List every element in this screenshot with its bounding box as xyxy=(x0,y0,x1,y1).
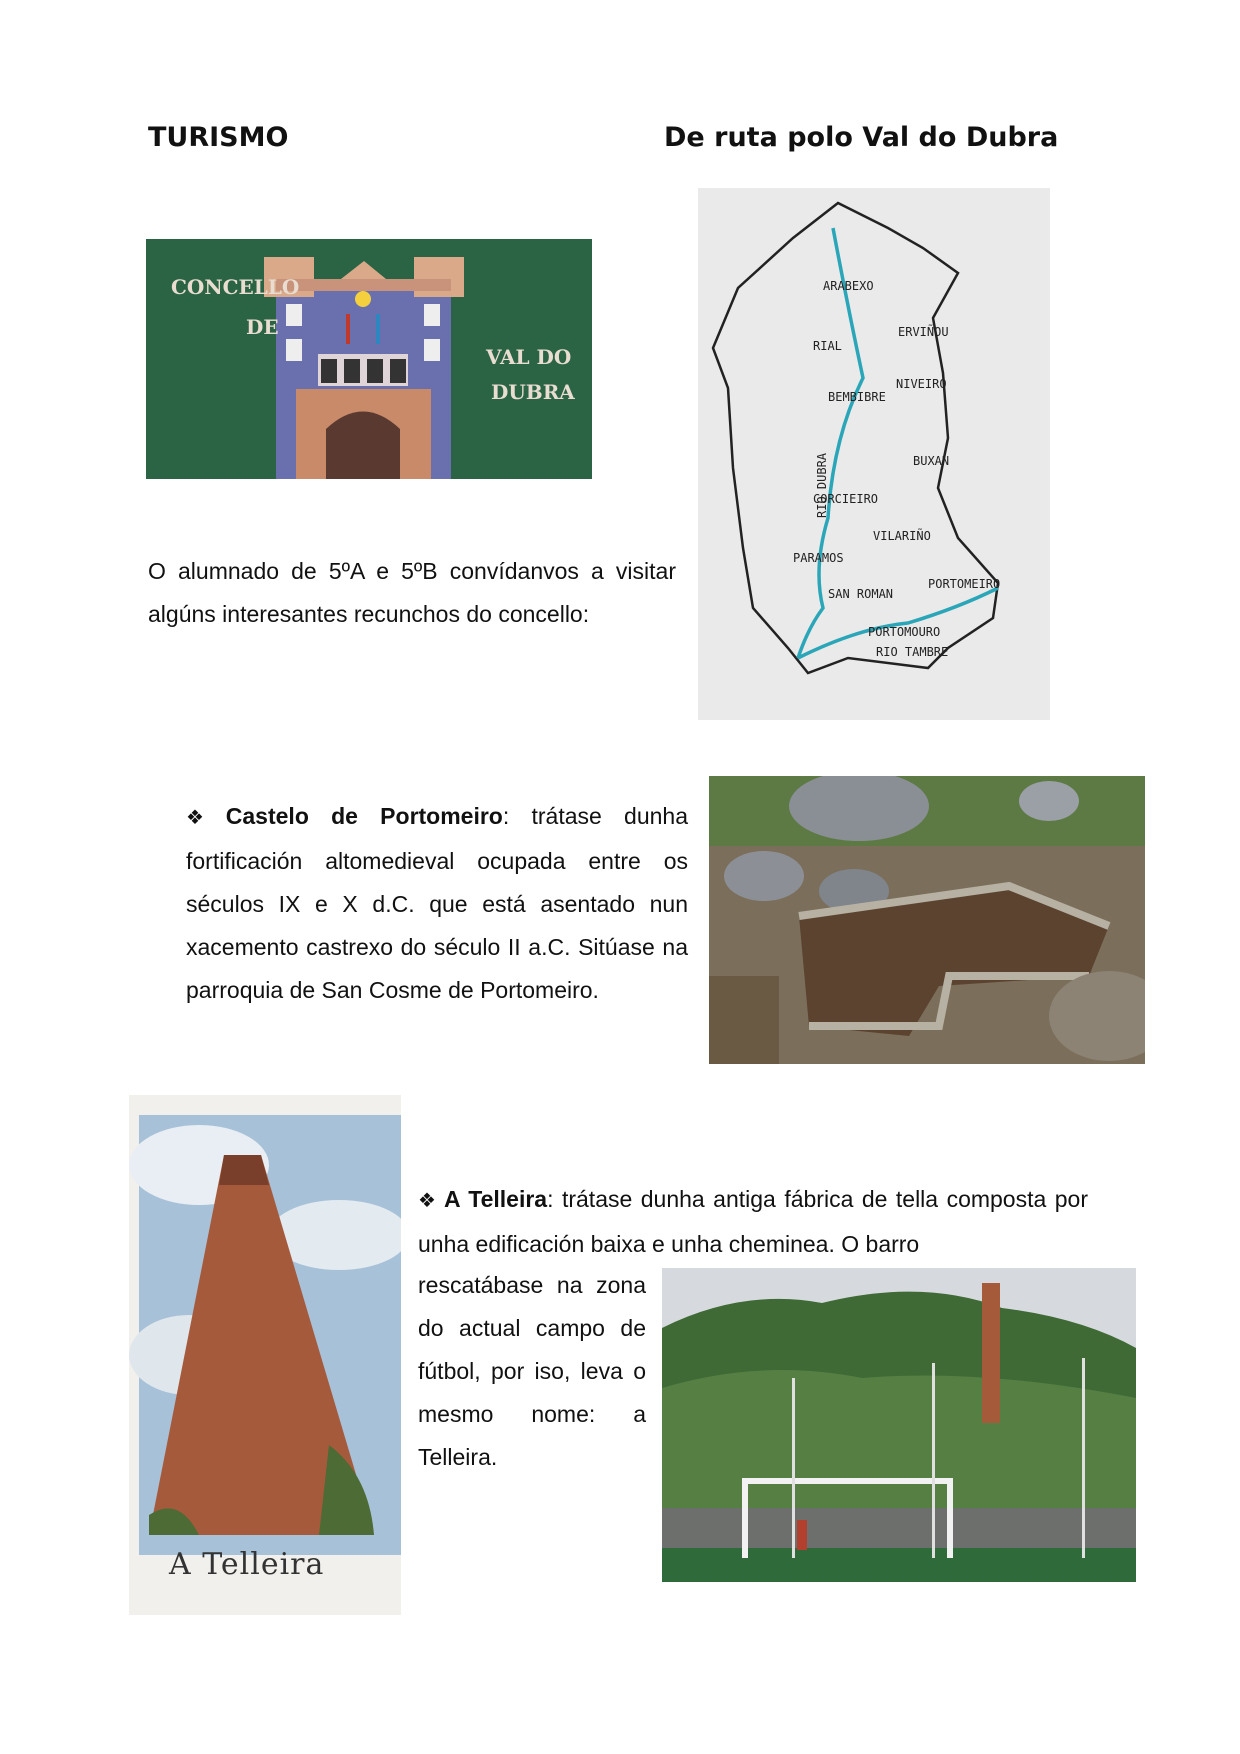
map-label-corcieiro: CORCIEIRO xyxy=(813,492,879,506)
section-telleira-bottom: rescatábase na zona do actual campo de fútbol, por iso, leva o mesmo nome: a Telleira. xyxy=(418,1272,646,1470)
map-label-bembibre: BEMBIBRE xyxy=(828,390,886,404)
map-label-rio-tambre: RIO TAMBRE xyxy=(876,645,949,659)
sign-text-1: CONCELLO xyxy=(171,275,300,299)
chimney-caption: A Telleira xyxy=(169,1547,325,1582)
football-field-photo xyxy=(662,1268,1136,1582)
sign-text-2: DE xyxy=(246,315,279,339)
page-title-left: TURISMO xyxy=(148,122,289,153)
bullet-icon: ❖ xyxy=(186,807,220,829)
sign-text-4: DUBRA xyxy=(491,380,575,404)
map-label-rio-dubra: RIO DUBRA xyxy=(815,452,829,518)
map-label-san-roman: SAN ROMAN xyxy=(828,587,894,601)
chimney-photo xyxy=(129,1095,401,1615)
section-castelo-title: Castelo de Portomeiro xyxy=(225,803,503,829)
section-telleira-text-top: : trátase dunha antiga fábrica de tella composta por unha edificación baixa e unha cheminea. O barro xyxy=(418,1186,1088,1257)
section-castelo-text: : trátase dunha fortificación altomedieval ocupada entre os séculos IX e X d.C. que está asentado nun xacemento castrexo do século II a.C. Sitúase na parroquia de San Cosme de Portomeiro. xyxy=(186,803,688,1003)
map-label-ervinou: ERVIÑOU xyxy=(898,325,949,339)
section-castelo xyxy=(186,795,688,1012)
map-label-arabexo: ARABEXO xyxy=(823,279,874,293)
map-label-portomouro: PORTOMOURO xyxy=(868,625,941,639)
map-label-paramos: PARAMOS xyxy=(793,551,844,565)
page-title-right: De ruta polo Val do Dubra xyxy=(664,122,1059,153)
section-telleira-top xyxy=(418,1178,1088,1266)
map-label-rial: RIAL xyxy=(813,339,842,353)
map-label-portomeiro: PORTOMEIRO xyxy=(928,577,1001,591)
map-label-niveiro: NIVEIRO xyxy=(896,377,947,391)
bullet-icon: ❖ xyxy=(418,1190,439,1212)
sign-text-3: VAL DO xyxy=(486,345,572,369)
map-label-buxan: BUXAN xyxy=(913,454,950,468)
castelo-photo xyxy=(709,776,1145,1064)
town-hall-photo xyxy=(146,239,592,479)
intro-paragraph: O alumnado de 5ºA e 5ºB convídanvos a visitar algúns interesantes recunchos do concello: xyxy=(148,558,676,627)
section-telleira-title: A Telleira xyxy=(444,1186,548,1212)
map-label-vilarino: VILARIÑO xyxy=(873,529,931,543)
map-drawing xyxy=(698,188,1050,720)
